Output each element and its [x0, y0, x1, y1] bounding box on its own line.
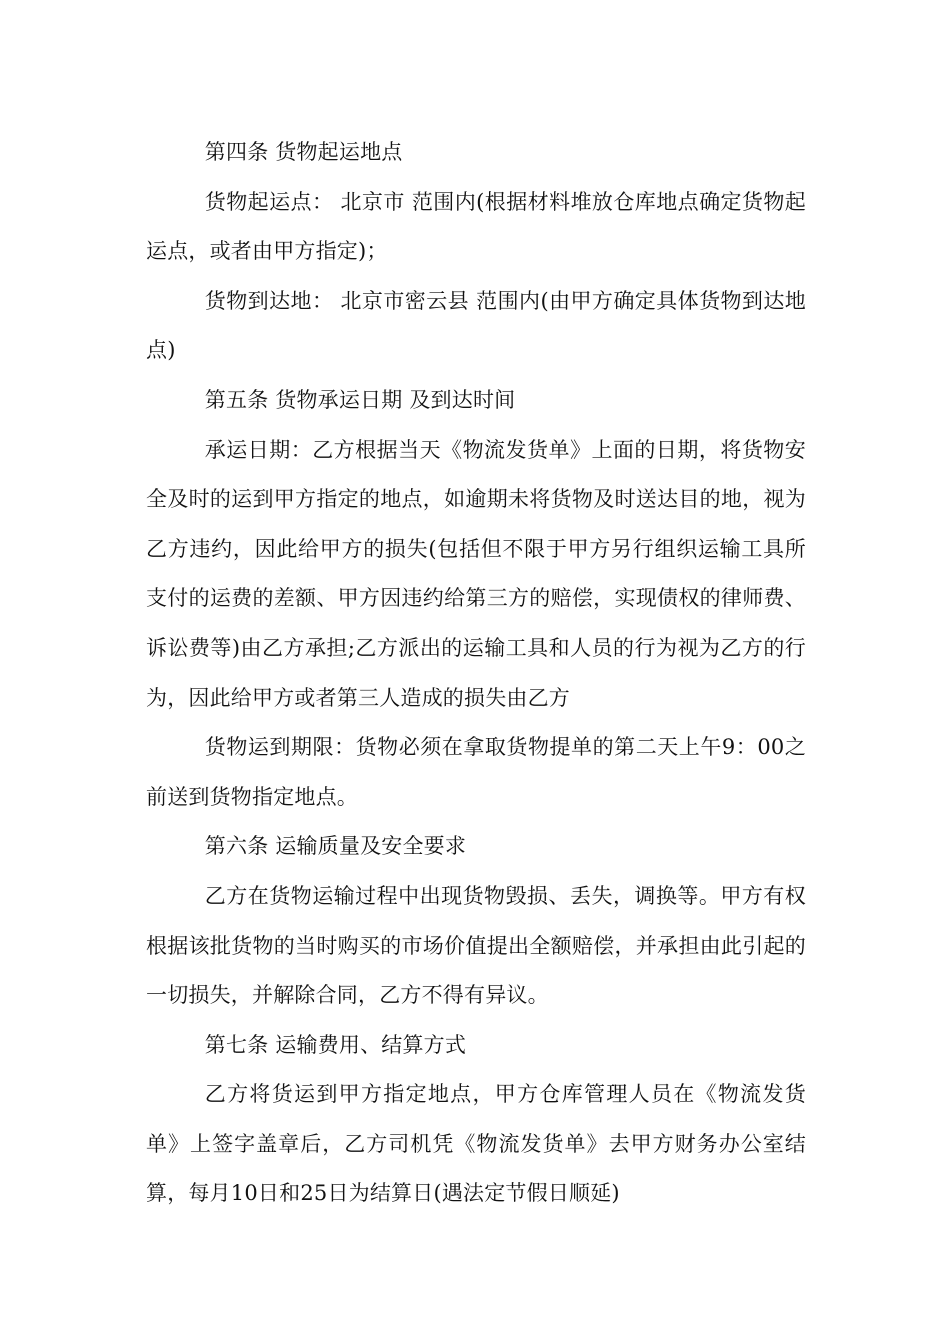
settlement-paragraph: 乙方将货运到甲方指定地点，甲方仓库管理人员在《物流发货单》上签字盖章后，乙方司机凭《物流发货单》去甲方财务办公室结算，每月10日和25日为结算日(遇法定节假日顺延) — [146, 1082, 806, 1206]
carriage-date-paragraph: 承运日期：乙方根据当天《物流发货单》上面的日期，将货物安全及时的运到甲方指定的地点，如逾期未将货物及时送达目的地，视为乙方违约，因此给甲方的损失(包括但不限于甲方另行组织运输工具所支付的运费的差额、甲方因违约给第三方的赔偿，实现债权的律师费、诉讼费等)由乙方承担;乙方派出的运输工具和人员的行为视为乙方的行为，因此给甲方或者第三人造成的损失由乙方 — [146, 437, 806, 710]
destination-paragraph: 货物到达地： 北京市密云县 范围内(由甲方确定具体货物到达地点) — [146, 288, 806, 363]
document-body — [146, 128, 806, 1219]
article-5-heading: 第五条 货物承运日期 及到达时间 — [204, 387, 516, 412]
quality-safety-paragraph: 乙方在货物运输过程中出现货物毁损、丢失，调换等。甲方有权根据该批货物的当时购买的市场价值提出全额赔偿，并承担由此引起的一切损失，并解除合同，乙方不得有异议。 — [146, 883, 806, 1008]
origin-point-paragraph: 货物起运点： 北京市 范围内(根据材料堆放仓库地点确定货物起运点，或者由甲方指定)； — [146, 189, 806, 264]
article-4-heading: 第四条 货物起运地点 — [204, 140, 403, 164]
article-6-heading: 第六条 运输质量及安全要求 — [204, 834, 467, 859]
delivery-deadline-paragraph: 货物运到期限：货物必须在拿取货物提单的第二天上午9：00之前送到货物指定地点。 — [146, 735, 806, 809]
article-7-heading: 第七条 运输费用、结算方式 — [204, 1032, 467, 1057]
